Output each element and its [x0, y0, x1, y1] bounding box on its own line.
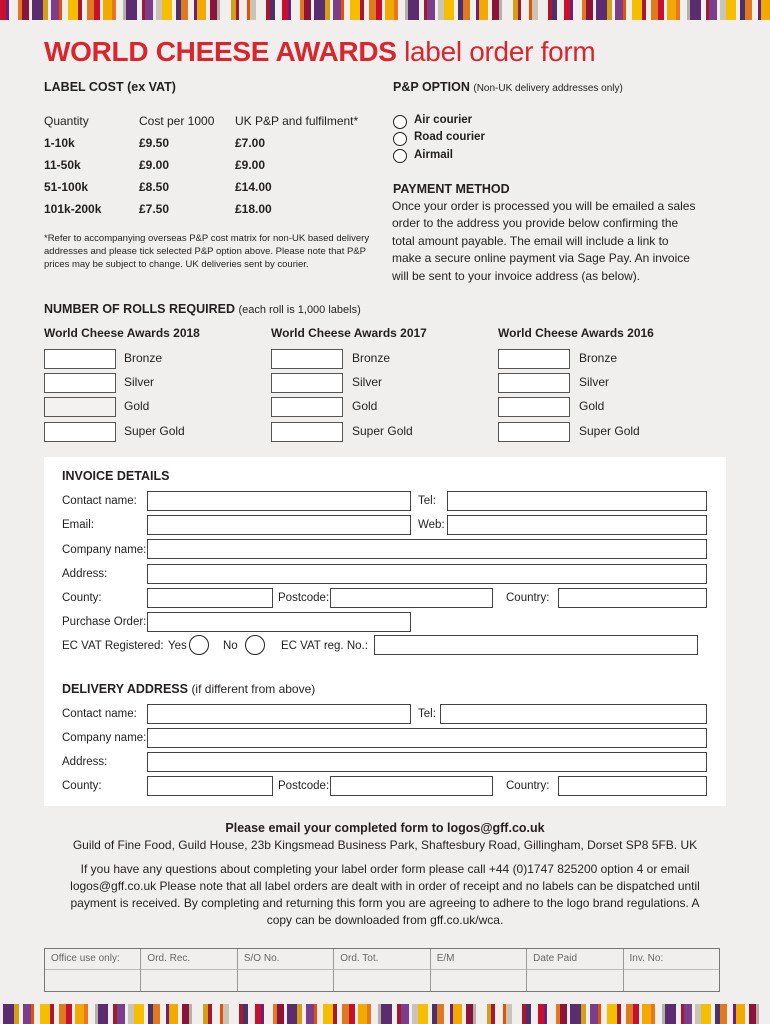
ec-vat-reg-no-field[interactable] — [374, 635, 698, 655]
delivery-county-field[interactable] — [147, 776, 273, 796]
stripe-segment — [701, 1004, 711, 1024]
ord-tot-label: Ord. Tot. — [340, 953, 379, 964]
stripe-segment — [23, 1004, 31, 1024]
year-2017-heading: World Cheese Awards 2017 — [271, 326, 427, 340]
stripe-segment — [398, 0, 405, 20]
stripe-segment — [586, 0, 593, 20]
top-stripe-border — [0, 0, 770, 20]
purchase-order-field[interactable] — [147, 612, 411, 632]
label-cost-heading: LABEL COST (ex VAT) — [44, 80, 176, 94]
stripe-segment — [642, 1004, 651, 1024]
stripe-segment — [492, 0, 499, 20]
delivery-address-label: Address: — [62, 756, 108, 768]
cost-row-qty: 1-10k — [44, 136, 75, 150]
cost-row-pp: £14.00 — [235, 180, 272, 194]
delivery-title: DELIVERY ADDRESS — [62, 682, 188, 696]
roll-qty-2017-silver[interactable] — [271, 373, 343, 393]
air-courier-label: Air courier — [414, 114, 473, 126]
invoice-email-label: Email: — [62, 519, 94, 531]
payment-line: order to the address you provide below confirming the — [392, 216, 679, 231]
airmail-label: Airmail — [414, 149, 453, 161]
delivery-country-label: Country: — [506, 780, 550, 792]
stripe-segment — [181, 0, 188, 20]
cost-row-price: £8.50 — [139, 180, 170, 194]
stripe-segment — [277, 1004, 284, 1024]
payment-line: Once your order is processed you will be emailed a sales — [392, 199, 696, 213]
delivery-contact-name-field[interactable] — [147, 704, 411, 724]
stripe-segment — [98, 1004, 109, 1024]
stripe-segment — [401, 1004, 409, 1024]
stripe-segment — [32, 0, 43, 20]
grade-label: Super Gold — [579, 424, 640, 438]
stripe-segment — [573, 0, 582, 20]
payment-line: total amount payable. The email will include a link to — [392, 233, 669, 248]
cost-row-pp: £18.00 — [235, 202, 272, 216]
stripe-segment — [495, 1004, 503, 1024]
rolls-subtitle: (each roll is 1,000 labels) — [238, 304, 361, 316]
rolls-title: NUMBER OF ROLLS REQUIRED — [44, 302, 235, 316]
ec-vat-reg-no-label: EC VAT reg. No.: — [281, 640, 368, 652]
roll-qty-2016-gold[interactable] — [498, 397, 570, 417]
invoice-contact-name-field[interactable] — [147, 491, 411, 511]
delivery-tel-label: Tel: — [418, 708, 436, 720]
ord-rec-cell — [141, 949, 237, 991]
grade-label: Silver — [124, 375, 155, 389]
stripe-segment — [323, 1004, 333, 1024]
office-use-label: Office use only: — [51, 953, 120, 964]
stripe-segment — [749, 1004, 756, 1024]
stripe-segment — [162, 0, 172, 20]
stripe-segment — [9, 0, 18, 20]
ord-tot-cell — [334, 949, 430, 991]
delivery-tel-field[interactable] — [440, 704, 707, 724]
stripe-segment — [239, 0, 247, 20]
stripe-segment — [275, 0, 282, 20]
stripe-segment — [607, 1004, 617, 1024]
delivery-company-name-label: Company name: — [62, 732, 147, 744]
stripe-segment — [463, 0, 470, 20]
stripe-segment — [145, 0, 153, 20]
office-use-table — [44, 948, 720, 992]
stripe-segment — [590, 1004, 598, 1024]
page-title — [44, 36, 595, 68]
col-pp-header: UK P&P and fulfilment* — [235, 114, 359, 128]
stripe-segment — [103, 0, 112, 20]
stripe-segment — [333, 0, 341, 20]
stripe-segment — [264, 1004, 273, 1024]
year-2016-heading: World Cheese Awards 2016 — [498, 326, 654, 340]
roll-qty-2016-silver[interactable] — [498, 373, 570, 393]
grade-label: Bronze — [579, 351, 618, 365]
stripe-segment — [726, 0, 736, 20]
grade-label: Super Gold — [124, 424, 185, 438]
stripe-segment — [720, 1004, 727, 1024]
pp-option-heading — [393, 80, 623, 94]
stripe-segment — [655, 1004, 662, 1024]
stripe-segment — [547, 1004, 556, 1024]
invoice-tel-field[interactable] — [447, 491, 707, 511]
airmail-radio[interactable] — [393, 149, 407, 163]
payment-line: will be sent to your invoice address (as below). — [392, 268, 641, 283]
date-paid-cell — [527, 949, 623, 991]
grade-label: Gold — [579, 399, 605, 413]
delivery-company-name-field[interactable] — [147, 728, 707, 748]
stripe-segment — [453, 1004, 462, 1024]
cost-row-price: £7.50 — [139, 202, 170, 216]
stripe-segment — [342, 1004, 349, 1024]
ord-rec-label: Ord. Rec. — [147, 953, 191, 964]
delivery-postcode-field[interactable] — [330, 776, 493, 796]
roll-qty-2016-super-gold[interactable] — [498, 422, 570, 442]
col-quantity-header: Quantity — [44, 114, 89, 128]
stripe-segment — [59, 1004, 66, 1024]
stripe-segment — [192, 1004, 203, 1024]
stripe-segment — [51, 0, 59, 20]
stripe-segment — [632, 0, 642, 20]
invoice-address-label: Address: — [62, 568, 108, 580]
cost-row-qty: 51-100k — [44, 180, 89, 194]
col-cost-header: Cost per 1000 — [139, 114, 215, 128]
stripe-segment — [304, 0, 311, 20]
stripe-segment — [229, 1004, 239, 1024]
stripe-segment — [557, 0, 564, 20]
title-bold: WORLD CHEESE AWARDS — [44, 36, 397, 67]
email-instruction: Please email your completed form to logos@gff.co.uk — [225, 821, 545, 835]
invoice-web-label: Web: — [418, 519, 445, 531]
stripe-segment — [220, 0, 231, 20]
rolls-heading — [44, 302, 361, 316]
stripe-segment — [22, 0, 29, 20]
stripe-segment — [684, 1004, 692, 1024]
invoice-country-field[interactable] — [558, 588, 707, 608]
stripe-segment — [3, 1004, 14, 1024]
invoice-county-label: County: — [62, 592, 102, 604]
footer-line: payment is received. By completing and returning this form you are agreeing to adhere to the logo brand regulations. A — [70, 896, 700, 910]
stripe-segment — [667, 0, 676, 20]
stripe-segment — [116, 0, 123, 20]
delivery-country-field[interactable] — [558, 776, 707, 796]
stripe-segment — [88, 1004, 95, 1024]
stripe-segment — [418, 1004, 428, 1024]
roll-qty-2018-silver[interactable] — [44, 373, 116, 393]
ec-vat-registered-label: EC VAT Registered: — [62, 640, 164, 652]
stripe-segment — [371, 1004, 378, 1024]
so-no-cell — [238, 949, 334, 991]
pp-option-subtitle: (Non-UK delivery addresses only) — [473, 83, 623, 94]
stripe-segment — [381, 1004, 392, 1024]
stripe-segment — [87, 0, 94, 20]
stripe-segment — [759, 1004, 770, 1024]
invoice-country-label: Country: — [506, 592, 550, 604]
footer-line: If you have any questions about completing your label order form please call +44 (0)1747 825200 option 4 or email — [80, 862, 690, 876]
grade-label: Super Gold — [352, 424, 413, 438]
stripe-segment — [615, 0, 623, 20]
grade-label: Silver — [579, 375, 610, 389]
stripe-segment — [68, 0, 78, 20]
stripe-segment — [570, 1004, 581, 1024]
ec-vat-yes-radio[interactable] — [189, 635, 209, 655]
stripe-segment — [212, 1004, 220, 1024]
stripe-segment — [761, 0, 770, 20]
invoice-postcode-label: Postcode: — [278, 592, 330, 604]
stripe-segment — [350, 0, 360, 20]
cost-row-price: £9.00 — [139, 158, 170, 172]
roll-qty-2017-super-gold[interactable] — [271, 422, 343, 442]
roll-qty-2018-bronze[interactable] — [44, 349, 116, 369]
inv-no-label: Inv. No: — [629, 953, 664, 964]
stripe-segment — [40, 1004, 50, 1024]
delivery-address-field[interactable] — [147, 752, 707, 772]
em-cell — [431, 949, 527, 991]
roll-qty-2017-gold[interactable] — [271, 397, 343, 417]
invoice-address-field[interactable] — [147, 564, 707, 584]
title-rest: label order form — [404, 36, 596, 67]
stripe-segment — [512, 1004, 522, 1024]
footer-line: copy can be downloaded from gff.co.uk/wca. — [266, 913, 504, 927]
stripe-segment — [248, 1004, 255, 1024]
roll-qty-2016-bronze[interactable] — [498, 349, 570, 369]
cost-row-price: £9.50 — [139, 136, 170, 150]
guild-address: Guild of Fine Food, Guild House, 23b Kingsmead Business Park, Shaftesbury Road, Gillingham, Dorset SP8 5FB. UK — [72, 838, 698, 852]
stripe-segment — [210, 0, 217, 20]
invoice-company-name-label: Company name: — [62, 544, 147, 556]
roll-qty-2018-gold[interactable] — [44, 397, 116, 417]
road-courier-label: Road courier — [414, 131, 485, 143]
stripe-segment — [437, 1004, 444, 1024]
invoice-county-field[interactable] — [147, 588, 273, 608]
stripe-segment — [690, 0, 701, 20]
footer-line: logos@gff.co.uk Please note that all label orders are dealt with in order of receipt and no labels can be dispatched until — [70, 879, 700, 893]
stripe-segment — [126, 0, 137, 20]
stripe-segment — [651, 0, 658, 20]
invoice-tel-label: Tel: — [418, 495, 436, 507]
stripe-segment — [745, 0, 752, 20]
payment-method-text — [392, 198, 732, 285]
stripe-segment — [680, 0, 687, 20]
invoice-web-field[interactable] — [447, 515, 707, 535]
stripe-segment — [291, 0, 300, 20]
stripe-segment — [531, 1004, 538, 1024]
roll-qty-2017-bronze[interactable] — [271, 349, 343, 369]
stripe-segment — [134, 1004, 144, 1024]
grade-label: Gold — [124, 399, 150, 413]
stripe-segment — [560, 1004, 567, 1024]
stripe-segment — [408, 0, 419, 20]
stripe-segment — [736, 1004, 745, 1024]
stripe-segment — [665, 1004, 676, 1024]
cost-row-pp: £9.00 — [235, 158, 266, 172]
stripe-segment — [626, 1004, 633, 1024]
inv-no-cell — [624, 949, 719, 991]
stripe-segment — [153, 1004, 160, 1024]
invoice-company-name-field[interactable] — [147, 539, 707, 559]
stripe-segment — [596, 0, 607, 20]
stripe-segment — [117, 1004, 125, 1024]
stripe-segment — [256, 0, 266, 20]
invoice-postcode-field[interactable] — [330, 588, 493, 608]
stripe-segment — [476, 1004, 487, 1024]
stripe-segment — [358, 1004, 367, 1024]
stripe-segment — [444, 0, 454, 20]
stripe-segment — [169, 1004, 178, 1024]
stripe-segment — [479, 0, 488, 20]
bottom-stripe-border — [0, 1004, 770, 1024]
grade-label: Bronze — [352, 351, 391, 365]
ec-vat-yes-label: Yes — [168, 640, 187, 652]
stripe-segment — [197, 0, 206, 20]
air-courier-radio[interactable] — [393, 115, 407, 129]
cost-row-qty: 101k-200k — [44, 202, 102, 216]
payment-line: make a secure online payment via Sage Pay. An invoice — [392, 251, 690, 266]
purchase-order-label: Purchase Order: — [62, 616, 147, 628]
stripe-segment — [466, 1004, 473, 1024]
invoice-details-heading: INVOICE DETAILS — [62, 469, 170, 483]
stripe-segment — [709, 0, 717, 20]
payment-method-heading: PAYMENT METHOD — [393, 182, 510, 196]
delivery-county-label: County: — [62, 780, 102, 792]
invoice-email-field[interactable] — [147, 515, 411, 535]
road-courier-radio[interactable] — [393, 132, 407, 146]
delivery-postcode-label: Postcode: — [278, 780, 330, 792]
stripe-segment — [538, 0, 548, 20]
cost-row-qty: 11-50k — [44, 158, 81, 172]
label-cost-note: *Refer to accompanying overseas P&P cost matrix for non-UK based delivery addresses and please tick selected P&P option above. Please note that P&P prices may be subject to change. UK deliveries sent by courier. — [44, 233, 370, 270]
grade-label: Silver — [352, 375, 383, 389]
delivery-address-heading — [62, 682, 315, 696]
stripe-segment — [75, 1004, 84, 1024]
ec-vat-no-radio[interactable] — [245, 635, 265, 655]
date-paid-label: Date Paid — [533, 953, 578, 964]
stripe-segment — [502, 0, 513, 20]
roll-qty-2018-super-gold[interactable] — [44, 422, 116, 442]
stripe-segment — [427, 0, 435, 20]
em-label: E/M — [436, 953, 455, 964]
ec-vat-no-label: No — [223, 640, 238, 652]
stripe-segment — [521, 0, 529, 20]
stripe-segment — [182, 1004, 189, 1024]
year-2018-heading: World Cheese Awards 2018 — [44, 326, 200, 340]
pp-option-title: P&P OPTION — [393, 80, 470, 94]
delivery-contact-name-label: Contact name: — [62, 708, 137, 720]
grade-label: Gold — [352, 399, 378, 413]
stripe-segment — [306, 1004, 314, 1024]
stripe-segment — [287, 1004, 298, 1024]
cost-row-pp: £7.00 — [235, 136, 266, 150]
so-no-label: S/O No. — [243, 953, 280, 964]
footer-notes — [50, 861, 720, 929]
stripe-segment — [314, 0, 325, 20]
invoice-contact-name-label: Contact name: — [62, 495, 137, 507]
delivery-subtitle: (if different from above) — [191, 682, 316, 696]
office-use-cell — [45, 949, 141, 991]
stripe-segment — [385, 0, 394, 20]
grade-label: Bronze — [124, 351, 163, 365]
stripe-segment — [369, 0, 376, 20]
